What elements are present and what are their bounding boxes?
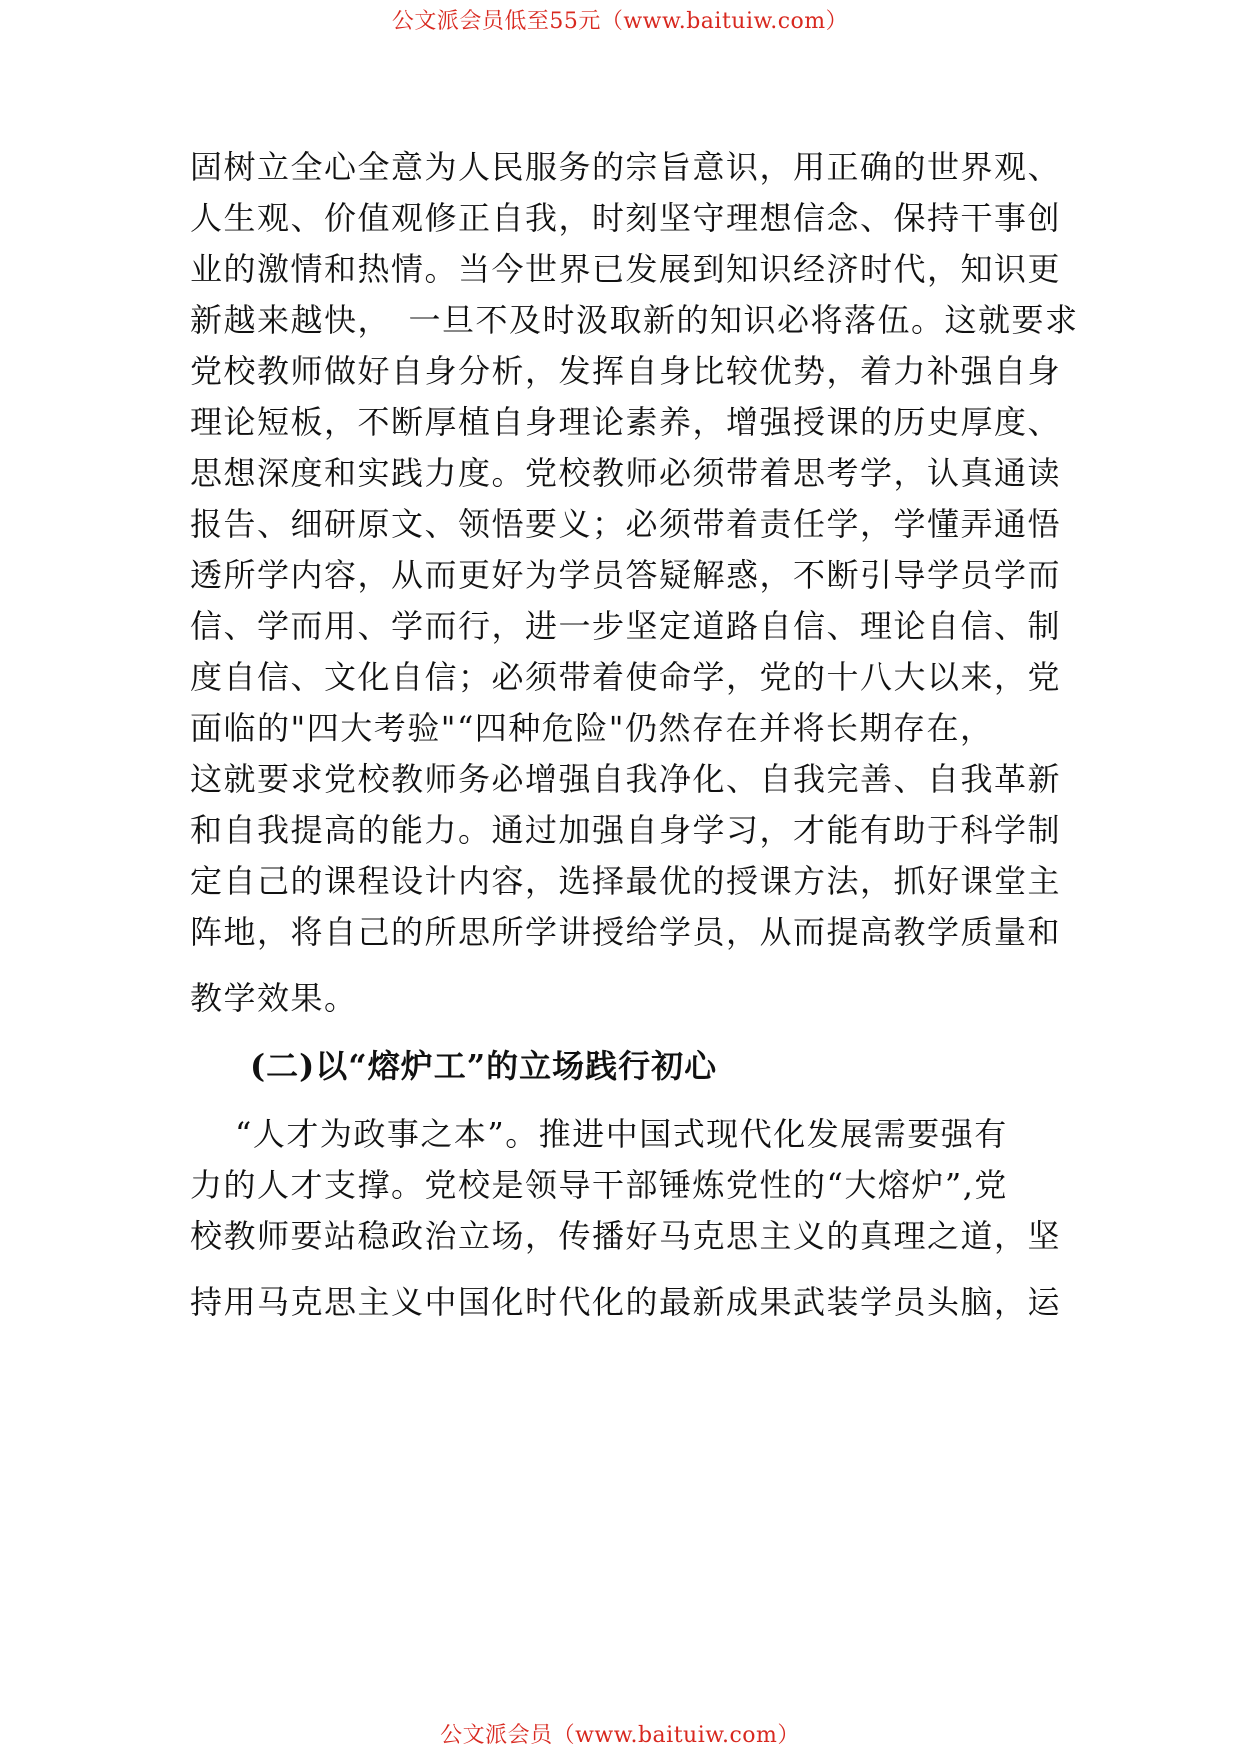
body-line: 透所学内容，从而更好为学员答疑解惑，不断引导学员学而 <box>190 556 1062 594</box>
footer-banner: 公文派会员（www.baituiw.com） <box>440 1723 800 1748</box>
body-line: 和自我提高的能力。通过加强自身学习，才能有助于科学制 <box>190 811 1062 849</box>
paragraph-line: 持用马克思主义中国化时代化的最新成果武装学员头脑，运 <box>190 1283 1062 1321</box>
body-line: 报告、细研原文、领悟要义；必须带着责任学，学懂弄通悟 <box>190 505 1062 543</box>
body-line: 人生观、价值观修正自我，时刻坚守理想信念、保持干事创 <box>190 199 1062 237</box>
body-line: 党校教师做好自身分析，发挥自身比较优势，着力补强自身 <box>190 352 1062 390</box>
body-line: 信、学而用、学而行，进一步坚定道路自信、理论自信、制 <box>190 607 1062 645</box>
body-line: 固树立全心全意为人民服务的宗旨意识，用正确的世界观、 <box>190 148 1062 186</box>
body-line: 新越来越快， 一旦不及时汲取新的知识必将落伍。这就要求 <box>190 301 1079 339</box>
body-line: 阵地，将自己的所思所学讲授给学员，从而提高教学质量和 <box>190 913 1062 951</box>
body-line: 面临的"四大考验"“四种危险"仍然存在并将长期存在， <box>190 709 994 747</box>
paragraph-line: 力的人才支撑。党校是领导干部锤炼党性的“大熔炉”,党 <box>190 1166 1008 1204</box>
body-line: 思想深度和实践力度。党校教师必须带着思考学，认真通读 <box>190 454 1062 492</box>
body-line: 教学效果。 <box>190 979 358 1017</box>
body-line: 度自信、文化自信；必须带着使命学，党的十八大以来，党 <box>190 658 1062 696</box>
body-line: 这就要求党校教师务必增强自我净化、自我完善、自我革新 <box>190 760 1062 798</box>
body-line: 理论短板，不断厚植自身理论素养，增强授课的历史厚度、 <box>190 403 1062 441</box>
section-heading: (二)以“熔炉工”的立场践行初心 <box>250 1047 718 1085</box>
header-banner: 公文派会员低至55元（www.baituiw.com） <box>391 9 849 34</box>
paragraph-line: 校教师要站稳政治立场，传播好马克思主义的真理之道，坚 <box>190 1217 1062 1255</box>
body-line: 定自己的课程设计内容，选择最优的授课方法，抓好课堂主 <box>190 862 1062 900</box>
paragraph-line: “人才为政事之本”。推进中国式现代化发展需要强有 <box>235 1115 1008 1153</box>
body-line: 业的激情和热情。当今世界已发展到知识经济时代，知识更 <box>190 250 1062 288</box>
